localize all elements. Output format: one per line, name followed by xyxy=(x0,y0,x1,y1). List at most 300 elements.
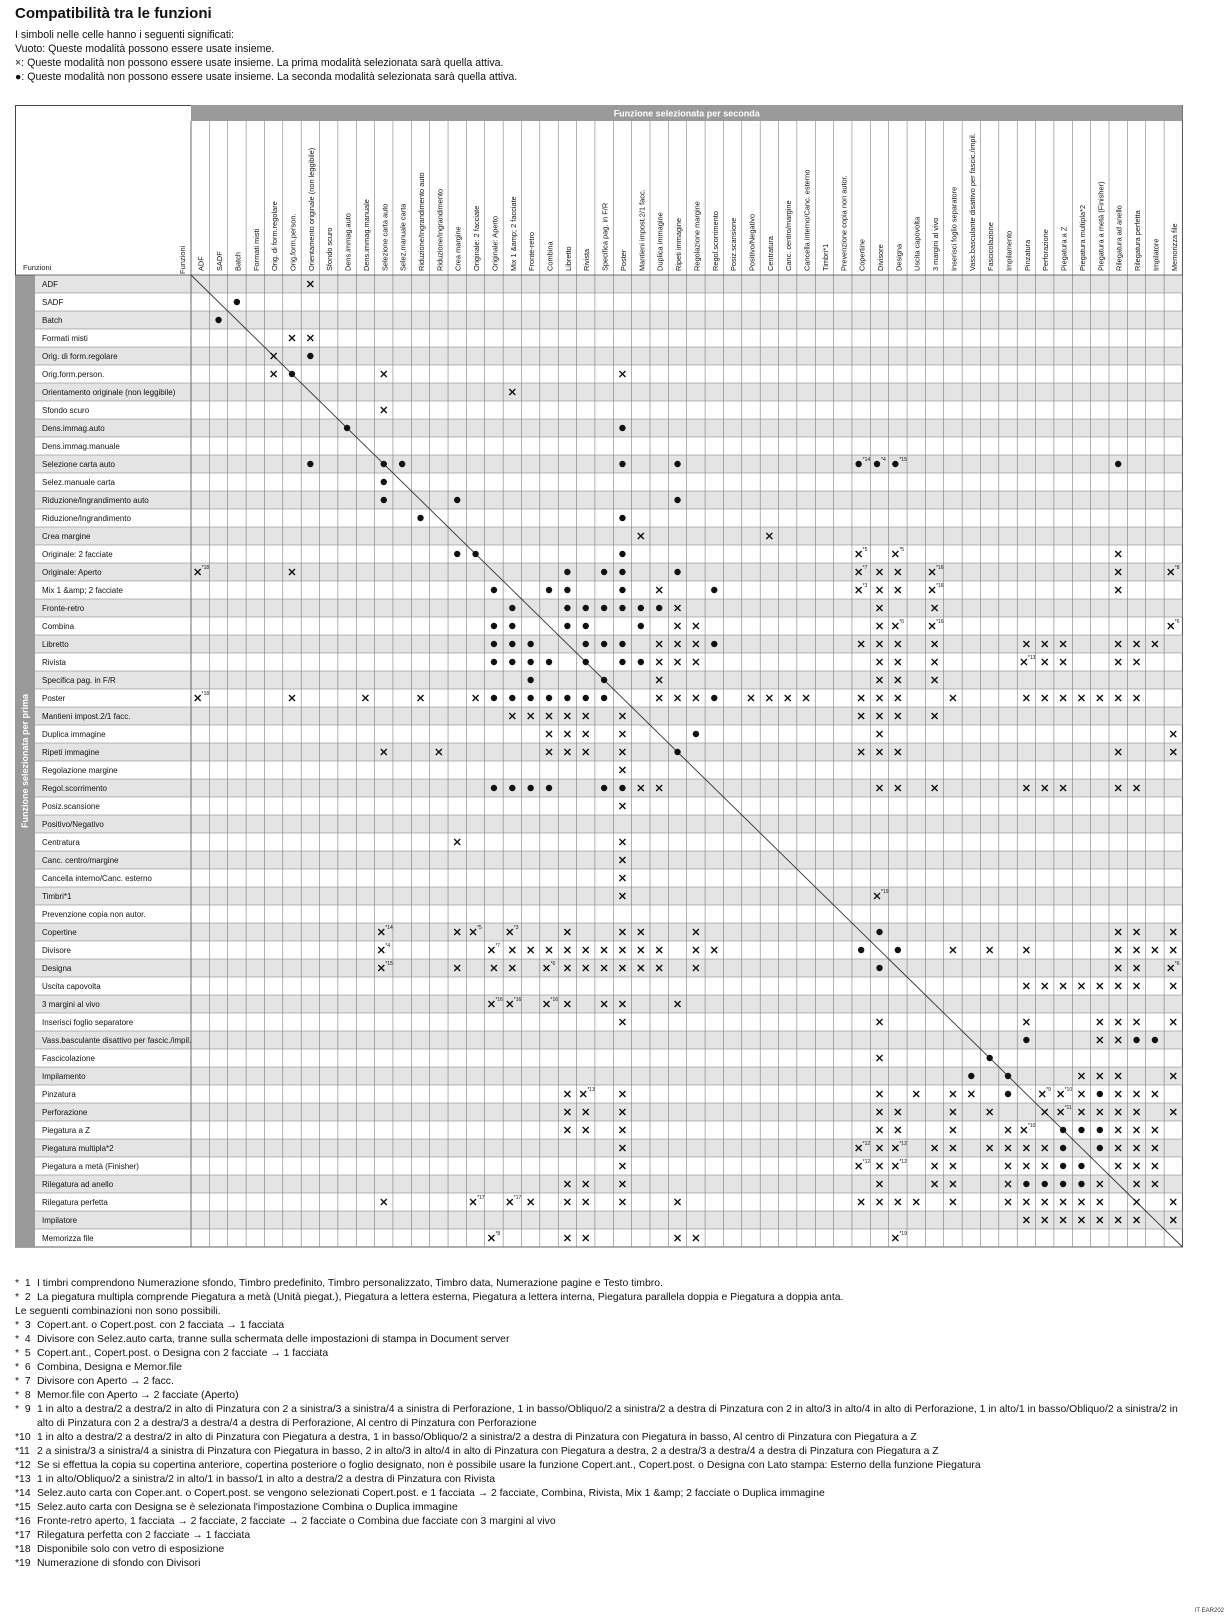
footnote-key: *10 xyxy=(15,1432,31,1443)
dot-mark xyxy=(1078,1127,1084,1133)
footnote-text: 2 a sinistra/3 a sinistra/4 a sinistra di Pinzatura con Piegatura in basso, 2 in alto/3 in alto/4 in alto di Pinzatura con Piegatura a destra, 2 a destra/3 a destra/4 a destra di Pinzatura con Piegatura a Z xyxy=(37,1446,939,1457)
footnote-ref: *13 xyxy=(1027,655,1036,661)
row-band xyxy=(35,779,1182,797)
footnote-ref: *16 xyxy=(936,565,944,571)
footnote-ref: *16 xyxy=(936,583,944,589)
row-label: Piegatura a Z xyxy=(42,1126,91,1135)
footnote-ref: *14 xyxy=(862,457,871,463)
footnote-ref: *17 xyxy=(513,1195,522,1201)
column-label: Ripeti immagine xyxy=(674,218,684,271)
row-label: Positivo/Negativo xyxy=(42,820,104,829)
dot-mark xyxy=(454,551,460,557)
footnote-ref: *4 xyxy=(385,943,391,949)
row-band xyxy=(35,311,1182,329)
footnote-key: *14 xyxy=(15,1488,31,1499)
column-label: Memorizza file xyxy=(1169,223,1179,271)
dot-mark xyxy=(1005,1091,1011,1097)
dot-mark xyxy=(895,947,901,953)
dot-mark xyxy=(1097,1145,1103,1151)
footnote-ref: *16 xyxy=(936,619,944,625)
dot-mark xyxy=(711,641,717,647)
dot-mark xyxy=(711,587,717,593)
footnote-ref: *13 xyxy=(587,1087,595,1093)
dot-mark xyxy=(1115,461,1121,467)
footnote-text: Selez.auto carta con Coper.ant. o Copert.post. se vengono selezionati Copert.post. e 1 facciata → 2 facciate, Combina, Rivista, Mix 1 &amp; 2 facciate o Duplica immagine xyxy=(37,1488,825,1499)
page-title: Compatibilità tra le funzioni xyxy=(15,5,212,22)
dot-mark xyxy=(564,623,570,629)
row-band xyxy=(35,455,1182,473)
footnote-text: I timbri comprendono Numerazione sfondo, Timbro predefinito, Timbro personalizzato, Timbro data, Numerazione pagine e Testo timbro. xyxy=(37,1278,663,1289)
row-band xyxy=(35,383,1182,401)
footnote-key: * 5 xyxy=(15,1348,31,1359)
footnote-ref: *16 xyxy=(550,997,559,1003)
dot-mark xyxy=(619,605,625,611)
dot-mark xyxy=(491,659,497,665)
compatibility-matrix xyxy=(15,105,1188,1260)
legend-intro: I simboli nelle celle hanno i seguenti significati: xyxy=(15,29,235,41)
dot-mark xyxy=(583,641,589,647)
dot-mark xyxy=(454,497,460,503)
dot-mark xyxy=(693,731,699,737)
column-label: Inserisci foglio separatore xyxy=(949,186,959,271)
column-label: Poster xyxy=(618,249,628,271)
dot-mark xyxy=(307,461,313,467)
footnote-key: * 3 xyxy=(15,1320,31,1331)
dot-mark xyxy=(601,677,607,683)
footnote-ref: *19 xyxy=(881,889,889,895)
column-label: Originale: 2 facciate xyxy=(472,205,482,271)
row-label: Posiz.scansione xyxy=(42,802,100,811)
row-label: Impilamento xyxy=(42,1072,86,1081)
row-band xyxy=(35,419,1182,437)
column-label: Selez.manuale carta xyxy=(398,203,408,271)
row-label: Prevenzione copia non autor. xyxy=(42,910,146,919)
column-label: Duplica immagine xyxy=(655,212,665,271)
footnote-ref: *12 xyxy=(862,1159,871,1165)
row-band xyxy=(35,1031,1182,1049)
footnote-text: Divisore con Selez.auto carta, tranne sulla schermata delle impostazioni di stampa in Document server xyxy=(37,1334,510,1345)
row-band xyxy=(35,707,1182,725)
symbol-legend xyxy=(15,28,517,84)
footnote-ref: *3 xyxy=(513,925,519,931)
row-label: Impilatore xyxy=(42,1216,78,1225)
footnote-ref: *12 xyxy=(899,1141,907,1147)
row-band xyxy=(35,491,1182,509)
dot-mark xyxy=(491,623,497,629)
dot-mark xyxy=(399,461,405,467)
dot-mark xyxy=(638,623,644,629)
legend-cross: ×: Queste modalità non possono essere usate insieme. La prima modalità selezionata sarà quella attiva. xyxy=(15,57,504,69)
footnote-key: * 2 xyxy=(15,1292,31,1303)
row-label: Dens.immag.manuale xyxy=(42,442,120,451)
column-label: Dens.immag.manuale xyxy=(361,199,371,271)
dot-mark xyxy=(527,785,533,791)
footnote-ref: *5 xyxy=(862,547,868,553)
footnote-item xyxy=(15,1487,1195,1501)
footnote-ref: *7 xyxy=(495,943,501,949)
row-label: Poster xyxy=(42,694,66,703)
row-label: Orientamento originale (non leggibile) xyxy=(42,388,176,397)
footnote-ref: *8 xyxy=(495,1231,501,1237)
dot-mark xyxy=(509,785,515,791)
footnote-item xyxy=(15,1319,1195,1333)
column-label: Copertine xyxy=(857,238,867,271)
dot-mark xyxy=(491,641,497,647)
row-label: Combina xyxy=(42,622,75,631)
dot-mark xyxy=(546,659,552,665)
footnote-item xyxy=(15,1473,1195,1487)
dot-mark xyxy=(509,659,515,665)
column-label: Libretto xyxy=(563,246,573,271)
dot-mark xyxy=(619,659,625,665)
column-label: Selezione carta auto xyxy=(380,203,390,271)
footnote-item xyxy=(15,1361,1195,1375)
column-label: 3 margini al vivo xyxy=(931,217,941,271)
row-label: Piegatura a metà (Finisher) xyxy=(42,1162,139,1171)
footnote-key: *16 xyxy=(15,1516,31,1527)
row-band xyxy=(35,671,1182,689)
dot-mark xyxy=(472,551,478,557)
legend-empty: Vuoto: Queste modalità possono essere usate insieme. xyxy=(15,43,275,55)
row-label: SADF xyxy=(42,298,64,307)
row-label: Regolazione margine xyxy=(42,766,118,775)
row-label: Fascicolazione xyxy=(42,1054,95,1063)
footnote-text: Disponibile solo con vetro di esposizione xyxy=(37,1544,225,1555)
row-band xyxy=(35,743,1182,761)
dot-mark xyxy=(491,587,497,593)
dot-mark xyxy=(381,497,387,503)
row-label: Memorizza file xyxy=(42,1234,94,1243)
row-label: Crea margine xyxy=(42,532,91,541)
row-band xyxy=(35,1103,1182,1121)
dot-mark xyxy=(1097,1127,1103,1133)
row-label: Divisore xyxy=(42,946,71,955)
footnote-ref: *10 xyxy=(1027,1123,1036,1129)
dot-mark xyxy=(564,569,570,575)
dot-mark xyxy=(546,695,552,701)
dot-mark xyxy=(583,623,589,629)
dot-mark xyxy=(1078,1163,1084,1169)
footnote-item xyxy=(15,1543,1195,1557)
dot-mark xyxy=(234,299,240,305)
dot-mark xyxy=(619,551,625,557)
row-label: Mix 1 &amp; 2 facciate xyxy=(42,586,123,595)
dot-mark xyxy=(1097,1091,1103,1097)
dot-mark xyxy=(876,965,882,971)
row-label: Ripeti immagine xyxy=(42,748,100,757)
dot-mark xyxy=(674,569,680,575)
column-label: Regol.scorrimento xyxy=(710,211,720,271)
column-label: Orig. di form.regolare xyxy=(270,201,280,271)
column-label: Pinzatura xyxy=(1022,239,1032,271)
dot-mark xyxy=(986,1055,992,1061)
dot-mark xyxy=(674,749,680,755)
footnote-key: * 9 xyxy=(15,1404,31,1415)
row-label: Riduzione/Ingrandimento auto xyxy=(42,496,149,505)
row-band xyxy=(35,1139,1182,1157)
row-label: Uscita capovolta xyxy=(42,982,101,991)
dot-mark xyxy=(564,695,570,701)
footnote-ref: *18 xyxy=(201,691,210,697)
footnote-key: *18 xyxy=(15,1544,31,1555)
row-label: Rilegatura ad anello xyxy=(42,1180,114,1189)
dot-mark xyxy=(546,587,552,593)
dot-mark xyxy=(381,479,387,485)
dot-mark xyxy=(968,1073,974,1079)
dot-mark xyxy=(619,785,625,791)
dot-mark xyxy=(858,947,864,953)
row-label: Inserisci foglio separatore xyxy=(42,1018,134,1027)
footnote-item xyxy=(15,1501,1195,1515)
dot-mark xyxy=(619,515,625,521)
column-label: Rivista xyxy=(582,248,592,271)
row-band xyxy=(35,887,1182,905)
dot-mark xyxy=(619,587,625,593)
dot-mark xyxy=(527,677,533,683)
footnote-item xyxy=(15,1515,1195,1529)
footnote-key: *17 xyxy=(15,1530,31,1541)
footnote-text: Copert.ant. o Copert.post. con 2 facciata → 1 facciata xyxy=(37,1320,285,1331)
footnote-key: * 4 xyxy=(15,1334,31,1345)
footnote-ref: *17 xyxy=(477,1195,485,1201)
footnote-ref: *15 xyxy=(385,961,393,967)
footnote-ref: *11 xyxy=(1064,1105,1072,1111)
footnote-text: Divisore con Aperto → 2 facc. xyxy=(37,1376,174,1387)
corner-row-label: Funzioni xyxy=(23,263,52,272)
row-label: Copertine xyxy=(42,928,77,937)
dot-mark xyxy=(564,587,570,593)
dot-mark xyxy=(583,659,589,665)
column-label: Batch xyxy=(233,252,243,271)
footnote-item xyxy=(15,1557,1195,1571)
column-label: Orientamento originale (non leggibile) xyxy=(306,147,316,271)
column-label: Centratura xyxy=(765,236,775,271)
footnote-ref: *6 xyxy=(899,619,905,625)
dot-mark xyxy=(601,695,607,701)
footnote-ref: *10 xyxy=(1064,1087,1073,1093)
footnote-ref: *16 xyxy=(495,997,503,1003)
column-label: Impilatore xyxy=(1151,238,1161,271)
dot-mark xyxy=(656,605,662,611)
footnote-key: *11 xyxy=(15,1446,30,1457)
dot-mark xyxy=(1133,1037,1139,1043)
row-band xyxy=(35,923,1182,941)
dot-mark xyxy=(1060,1145,1066,1151)
column-label: Uscita capovolta xyxy=(912,216,922,271)
column-label: Combina xyxy=(545,241,555,271)
footnote-ref: *9 xyxy=(1046,1087,1051,1093)
footnote-key: * 7 xyxy=(15,1376,31,1387)
row-label: Formati misti xyxy=(42,334,88,343)
row-label: Mantieni impost.2/1 facc. xyxy=(42,712,131,721)
dot-mark xyxy=(1060,1127,1066,1133)
footnote-key: *13 xyxy=(15,1474,31,1485)
footnote-ref: *5 xyxy=(477,925,482,931)
footnote-ref: *5 xyxy=(899,547,905,553)
footnote-key: *15 xyxy=(15,1502,31,1513)
column-label: Piegatura a metà (Finisher) xyxy=(1096,181,1106,271)
footnote-item xyxy=(15,1459,1195,1473)
column-label: Designa xyxy=(894,243,904,271)
dot-mark xyxy=(509,695,515,701)
row-label: Piegatura multipla*2 xyxy=(42,1144,114,1153)
dot-mark xyxy=(876,929,882,935)
row-label: Cancella interno/Canc. esterno xyxy=(42,874,152,883)
footnote-text: Memor.file con Aperto → 2 facciate (Aperto) xyxy=(37,1390,239,1401)
header-second: Funzione selezionata per seconda xyxy=(613,108,760,119)
column-label: Dens.immag.auto xyxy=(343,213,353,271)
footnote-ref: *12 xyxy=(899,1159,907,1165)
column-label: Positivo/Negativo xyxy=(747,213,757,271)
dot-mark xyxy=(527,641,533,647)
row-band xyxy=(35,995,1182,1013)
row-label: Perforazione xyxy=(42,1108,88,1117)
footnote-text: Copert.ant., Copert.post. o Designa con 2 facciate → 1 facciata xyxy=(37,1348,329,1359)
dot-mark xyxy=(892,461,898,467)
dot-mark xyxy=(564,605,570,611)
row-label: Centratura xyxy=(42,838,80,847)
row-label: Dens.immag.auto xyxy=(42,424,105,433)
footnote-item xyxy=(15,1333,1195,1347)
row-label: Designa xyxy=(42,964,72,973)
footnote-text: 1 in alto a destra/2 a destra/2 in alto di Pinzatura con 2 a sinistra/3 a sinistra/4 a sinistra di Perforazione, 1 in basso/Obliquo/2 a sinistra/2 a destra di Pinzatura con 2 in alto/3 in alto/4 in alto di Perforazione, 1 in alto/1 in basso/Obliquo/2 a sinistra/2 in alto di Pinzatura con 2 a destra/3 a destra/4 a destra di Perforazione, Al centro di Pinzatura con Perforazione xyxy=(37,1404,1178,1429)
footnote-text: Fronte-retro aperto, 1 facciata → 2 facciate, 2 facciate → 2 facciate o Combina due facciate con 3 margini al vivo xyxy=(37,1516,556,1527)
row-band xyxy=(35,959,1182,977)
dot-mark xyxy=(619,569,625,575)
footnote-key: * 1 xyxy=(15,1278,31,1289)
column-label: Vass.basculante disattivo per fascic./impil. xyxy=(967,133,977,271)
column-label: Rilegatura ad anello xyxy=(1114,205,1124,271)
dot-mark xyxy=(1152,1037,1158,1043)
column-label: Piegatura a Z xyxy=(1059,226,1069,271)
header-first: Funzione selezionata per prima xyxy=(20,693,30,829)
column-label: Rilegatura perfetta xyxy=(1133,210,1143,271)
dot-mark xyxy=(381,461,387,467)
row-label: Vass.basculante disattivo per fascic./impil. xyxy=(42,1036,192,1045)
column-label: Mantieni impost.2/1 facc. xyxy=(637,189,647,271)
dot-mark xyxy=(855,461,861,467)
dot-mark xyxy=(1042,1181,1048,1187)
footnote-text: 1 in alto/Obliquo/2 a sinistra/2 in alto/1 in basso/1 in alto a destra/2 a destra di Pinzatura con Rivista xyxy=(37,1474,496,1485)
footnote-ref: *14 xyxy=(385,925,393,931)
dot-mark xyxy=(417,515,423,521)
column-label: Orig.form.person. xyxy=(288,213,298,271)
dot-mark xyxy=(491,785,497,791)
row-band xyxy=(35,1175,1182,1193)
dot-mark xyxy=(289,371,295,377)
column-label: Regolazione margine xyxy=(692,201,702,271)
row-label: Selez.manuale carta xyxy=(42,478,115,487)
dot-mark xyxy=(527,695,533,701)
footnote-item xyxy=(15,1529,1195,1543)
row-label: Selezione carta auto xyxy=(42,460,115,469)
footnote-ref: *3 xyxy=(862,583,868,589)
footnote-ref: *7 xyxy=(862,565,868,571)
footnotes xyxy=(15,1277,1195,1571)
column-label: Prevenzione copia non autor. xyxy=(839,175,849,271)
column-label: Crea margine xyxy=(453,226,463,271)
column-label: Canc. centro/margine xyxy=(784,200,794,271)
footnote-ref: *6 xyxy=(550,961,556,967)
footnote-ref: *12 xyxy=(862,1141,871,1147)
column-label: Piegatura multipla*2 xyxy=(1077,204,1087,271)
dot-mark xyxy=(619,425,625,431)
dot-mark xyxy=(601,641,607,647)
corner-col-label: Funzioni xyxy=(178,245,187,274)
footnote-ref: *16 xyxy=(513,997,522,1003)
matrix-svg xyxy=(15,105,1188,1260)
row-label: Orig.form.person. xyxy=(42,370,105,379)
dot-mark xyxy=(344,425,350,431)
row-label: Fronte-retro xyxy=(42,604,85,613)
footnote-text: La piegatura multipla comprende Piegatura a metà (Unità piegat.), Piegatura a lettera esterna, Piegatura a lettera interna, Piegatura parallela doppia e Piegatura a doppia anta. xyxy=(37,1292,844,1303)
column-label: Timbri*1 xyxy=(820,243,830,271)
dot-mark xyxy=(509,605,515,611)
footnote-item xyxy=(15,1375,1195,1389)
row-label: Originale: Aperto xyxy=(42,568,102,577)
column-label: Mix 1 &amp; 2 facciate xyxy=(508,196,518,271)
column-label: Impilamento xyxy=(1004,230,1014,271)
column-label: Riduzione/Ingrandimento auto xyxy=(417,172,426,271)
dot-mark xyxy=(583,695,589,701)
dot-mark xyxy=(601,785,607,791)
legend-dot: ●: Queste modalità non possono essere usate insieme. La seconda modalità selezionata sarà quella attiva. xyxy=(15,71,518,83)
footnote-item xyxy=(15,1305,1195,1319)
row-label: Canc. centro/margine xyxy=(42,856,119,865)
column-label: Cancella interno/Canc. esterno xyxy=(802,169,812,271)
dot-mark xyxy=(1060,1181,1066,1187)
column-label: Specifica pag. in F/R xyxy=(600,202,610,271)
footnote-ref: *8 xyxy=(1174,565,1180,571)
footnote-text: Le seguenti combinazioni non sono possibili. xyxy=(15,1306,221,1317)
column-label: Sfondo scuro xyxy=(325,227,335,271)
row-band xyxy=(35,635,1182,653)
row-band xyxy=(35,599,1182,617)
dot-mark xyxy=(1023,1037,1029,1043)
dot-mark xyxy=(307,353,313,359)
column-label: Formati misti xyxy=(251,228,261,271)
dot-mark xyxy=(527,659,533,665)
row-label: Rilegatura perfetta xyxy=(42,1198,108,1207)
dot-mark xyxy=(491,695,497,701)
row-band xyxy=(35,527,1182,545)
footnote-key: * 8 xyxy=(15,1390,31,1401)
column-label: ADF xyxy=(196,256,206,271)
dot-mark xyxy=(638,659,644,665)
column-label: Fascicolazione xyxy=(986,222,996,271)
document-code: IT EAR202 xyxy=(1194,1608,1224,1614)
footnote-item xyxy=(15,1431,1195,1445)
dot-mark xyxy=(711,695,717,701)
footnote-item xyxy=(15,1403,1195,1431)
footnote-item xyxy=(15,1277,1195,1291)
row-band xyxy=(35,851,1182,869)
footnote-text: Selez.auto carta con Designa se è selezionata l'impostazione Combina o Duplica immagine xyxy=(37,1502,458,1513)
dot-mark xyxy=(583,605,589,611)
dot-mark xyxy=(1005,1073,1011,1079)
footnote-ref: *4 xyxy=(881,457,886,463)
footnote-key: *12 xyxy=(15,1460,31,1471)
dot-mark xyxy=(215,317,221,323)
column-label: Fronte-retro xyxy=(527,231,537,271)
footnote-key: * 6 xyxy=(15,1362,31,1373)
row-label: Orig. di form.regolare xyxy=(42,352,118,361)
footnote-ref: *19 xyxy=(899,1231,907,1237)
dot-mark xyxy=(601,569,607,575)
dot-mark xyxy=(674,461,680,467)
row-label: Timbri*1 xyxy=(42,892,72,901)
row-label: 3 margini al vivo xyxy=(42,1000,100,1009)
